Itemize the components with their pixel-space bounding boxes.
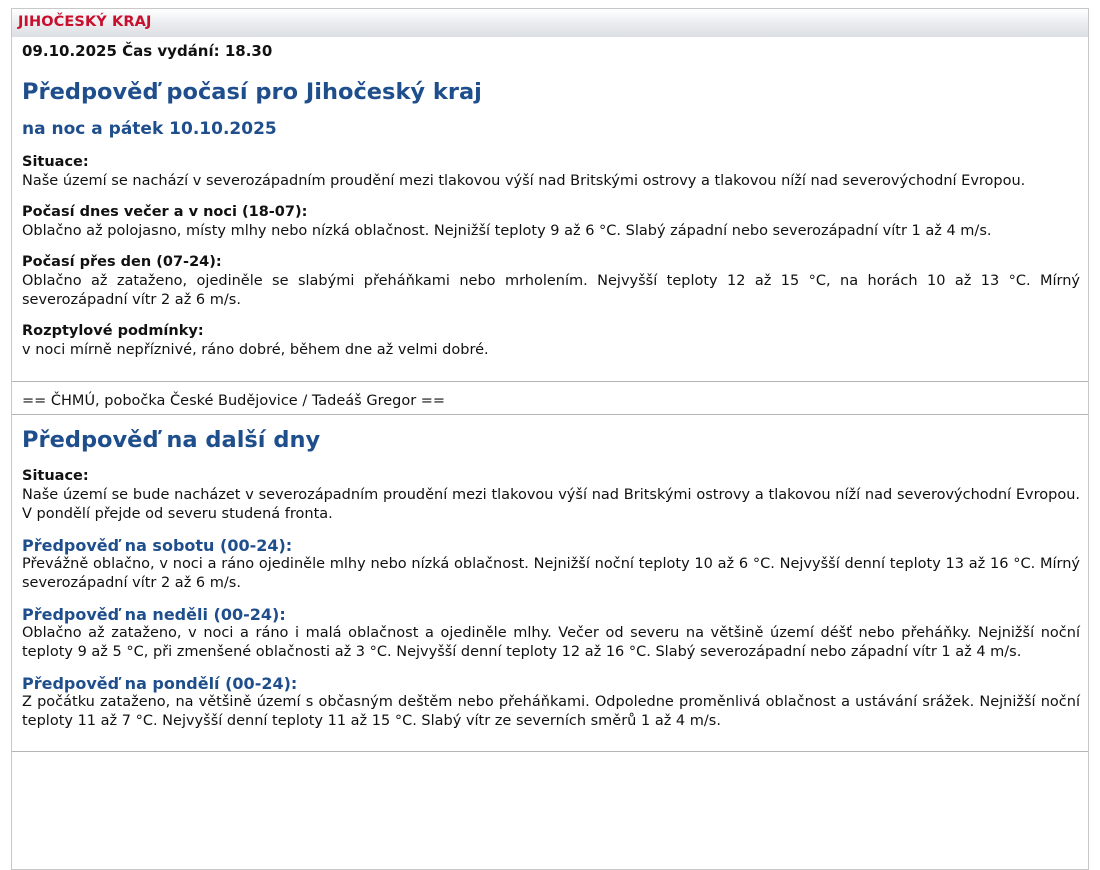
next-situation-section [22,467,1080,524]
issue-date-time: 09.10.2025 Čas vydání: 18.30 [22,42,273,60]
section-text: v noci mírně nepříznivé, ráno dobré, během dne až velmi dobré. [22,342,489,358]
section-text: Naše území se nachází v severozápadním proudění mezi tlakovou výší nad Britskými ostrovy a tlakovou níží nad severovýchodní Evropou. [22,173,1026,189]
saturday-section [22,536,1080,593]
section-label: Předpověď na neděli (00-24): [22,605,286,624]
sunday-section [22,605,1080,662]
section-text: Oblačno až zataženo, ojediněle se slabými přeháňkami nebo mrholením. Nejvyšší teploty 12 až 15 °C, na horách 10 až 13 °C. Mírný severozápadní vítr 2 až 6 m/s. [22,273,1080,308]
section-label: Počasí dnes večer a v noci (18-07): [22,204,308,220]
forecast-title: Předpověď počasí pro Jihočeský kraj [22,79,482,105]
forecast-content [12,41,1088,382]
monday-section [22,674,1080,731]
dispersion-section [22,322,1080,360]
section-text: Oblačno až polojasno, místy mlhy nebo nízká oblačnost. Nejnižší teploty 9 až 6 °C. Slabý západní nebo severozápadní vítr 1 až 4 m/s. [22,223,992,239]
section-label: Počasí přes den (07-24): [22,254,222,270]
next-days-content [12,414,1088,752]
section-label: Předpověď na sobotu (00-24): [22,536,293,555]
tonight-section [22,203,1080,241]
divider [12,751,1088,752]
section-text: Naše území se bude nacházet v severozápadním proudění mezi tlakovou výší nad Britskými ostrovy a tlakovou níží nad severovýchodní Evropou. V pondělí přejde od severu studená fronta. [22,487,1080,522]
divider [12,414,1088,415]
author-signature: == ČHMÚ, pobočka České Budějovice / Tadeáš Gregor == [22,393,446,409]
section-label: Rozptylové podmínky: [22,323,204,339]
section-label: Situace: [22,468,89,484]
region-header: JIHOČESKÝ KRAJ [12,9,1088,37]
section-label: Předpověď na pondělí (00-24): [22,674,298,693]
section-label: Situace: [22,154,89,170]
next-days-title: Předpověď na další dny [22,427,321,453]
situation-section [22,153,1080,191]
section-text: Z počátku zataženo, na většině území s občasným deštěm nebo přeháňkami. Odpoledne proměnlivá oblačnost a ustávání srážek. Nejnižší noční teploty 11 až 7 °C. Nejvyšší denní teploty 11 až 15 °C. Slabý vítr ze severních směrů 1 až 4 m/s. [22,694,1080,729]
forecast-subtitle: na noc a pátek 10.10.2025 [22,119,277,139]
daytime-section [22,253,1080,310]
section-text: Převážně oblačno, v noci a ráno ojediněle mlhy nebo nízká oblačnost. Nejnižší noční teploty 10 až 6 °C. Nejvyšší denní teploty 13 až 16 °C. Mírný severozápadní vítr 2 až 6 m/s. [22,556,1080,591]
forecast-panel [11,8,1089,870]
section-text: Oblačno až zataženo, v noci a ráno i malá oblačnost a ojediněle mlhy. Večer od severu na většině území déšť nebo přeháňky. Nejnižší noční teploty 9 až 5 °C, při zmenšené oblačnosti až 3 °C. Nejvyšší denní teploty 12 až 16 °C. Slabý severozápadní nebo západní vítr 1 až 4 m/s. [22,625,1080,660]
